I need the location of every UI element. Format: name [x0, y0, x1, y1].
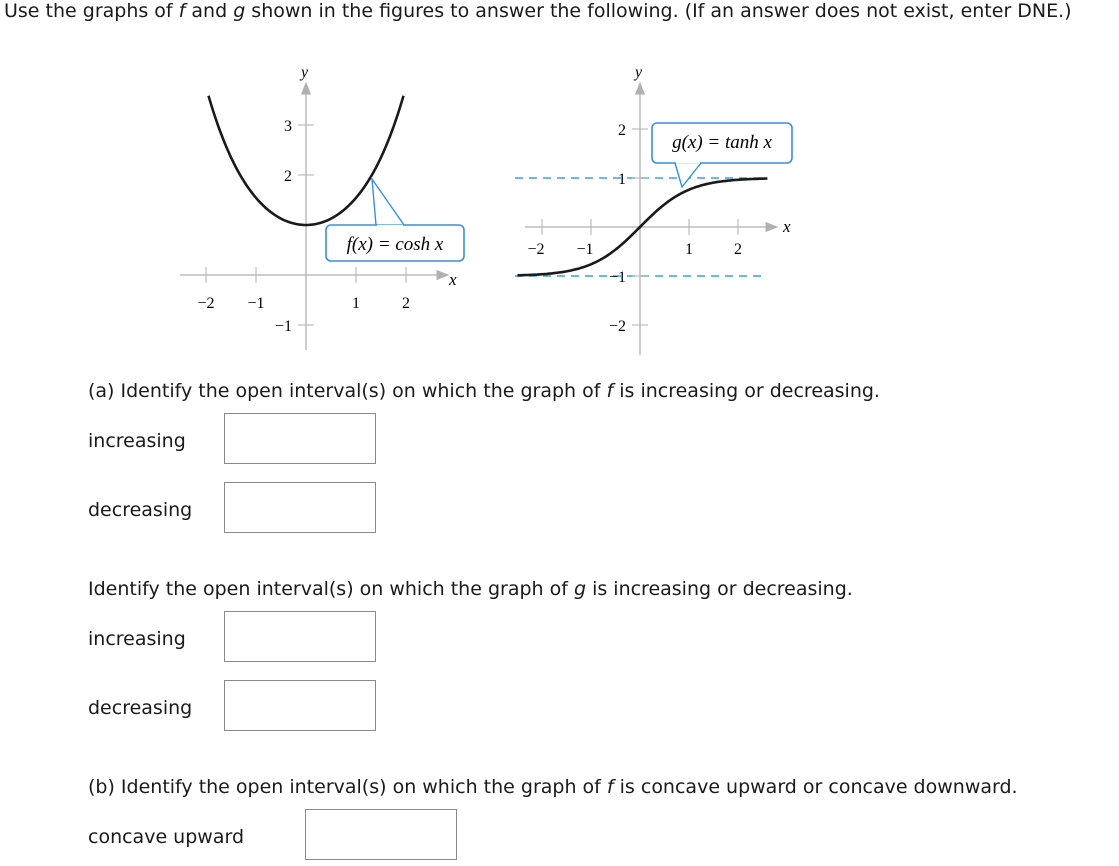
f-x-tick-label: 1 [352, 295, 360, 312]
g-x-tick-label: −1 [576, 241, 594, 258]
f-y-axis-label: y [301, 64, 309, 81]
part-b-prompt: (b) Identify the open interval(s) on which the graph of f is concave upward or concave downward. [88, 776, 1018, 798]
f-y-tick-label: −1 [274, 318, 292, 335]
g-increasing-label: increasing [88, 628, 186, 650]
graph-f-cosh [170, 55, 480, 360]
f-increasing-input[interactable] [224, 413, 376, 464]
function-g: g [233, 0, 246, 22]
f-increasing-label: increasing [88, 430, 186, 452]
f-callout-pointer [372, 179, 404, 225]
graph-g-tanh [505, 55, 815, 360]
g-increasing-input[interactable] [224, 611, 376, 662]
g-x-tick-label: 1 [685, 241, 693, 258]
f-x-tick-label: −1 [247, 295, 265, 312]
function-f: f [178, 0, 186, 22]
g-decreasing-label: decreasing [88, 697, 193, 719]
part-a-f-prompt: (a) Identify the open interval(s) on which the graph of f is increasing or decreasing. [88, 380, 880, 402]
instructions-text: shown in the figures to answer the following. (If an answer does not exist, enter DNE.) [245, 0, 1072, 22]
g-x-tick-label: 2 [734, 241, 742, 258]
f-x-tick-label: −2 [197, 295, 215, 312]
f-x-axis-label: x [449, 270, 457, 289]
g-y-tick-label: 2 [618, 122, 626, 139]
f-y-tick-label: 2 [284, 168, 292, 185]
part-a-g-prompt: Identify the open interval(s) on which the graph of g is increasing or decreasing. [88, 578, 853, 600]
instructions-text: Use the graphs of [4, 0, 179, 22]
f-x-tick-label: 2 [402, 295, 410, 312]
g-y-tick-label: 1 [618, 171, 626, 188]
f-y-tick-label: 3 [284, 118, 292, 135]
g-x-tick-label: −2 [527, 241, 545, 258]
g-decreasing-input[interactable] [224, 680, 376, 731]
g-callout-pointer [675, 163, 701, 187]
g-x-axis-label: x [783, 217, 791, 236]
f-decreasing-input[interactable] [224, 482, 376, 533]
g-y-tick-label: −1 [608, 269, 626, 286]
instructions-text: and [185, 0, 234, 22]
g-y-tick-label: −2 [608, 318, 626, 335]
function-f: f [606, 776, 614, 798]
concave-upward-label: concave upward [88, 826, 244, 848]
function-g: g [573, 578, 587, 600]
g-callout-label: g(x) = tanh x [672, 132, 772, 153]
function-f: f [606, 380, 614, 402]
instructions [4, 0, 1072, 22]
g-y-axis-label: y [635, 64, 643, 81]
f-decreasing-label: decreasing [88, 499, 193, 521]
concave-upward-input[interactable] [305, 809, 457, 860]
f-callout-label: f(x) = cosh x [346, 234, 444, 255]
